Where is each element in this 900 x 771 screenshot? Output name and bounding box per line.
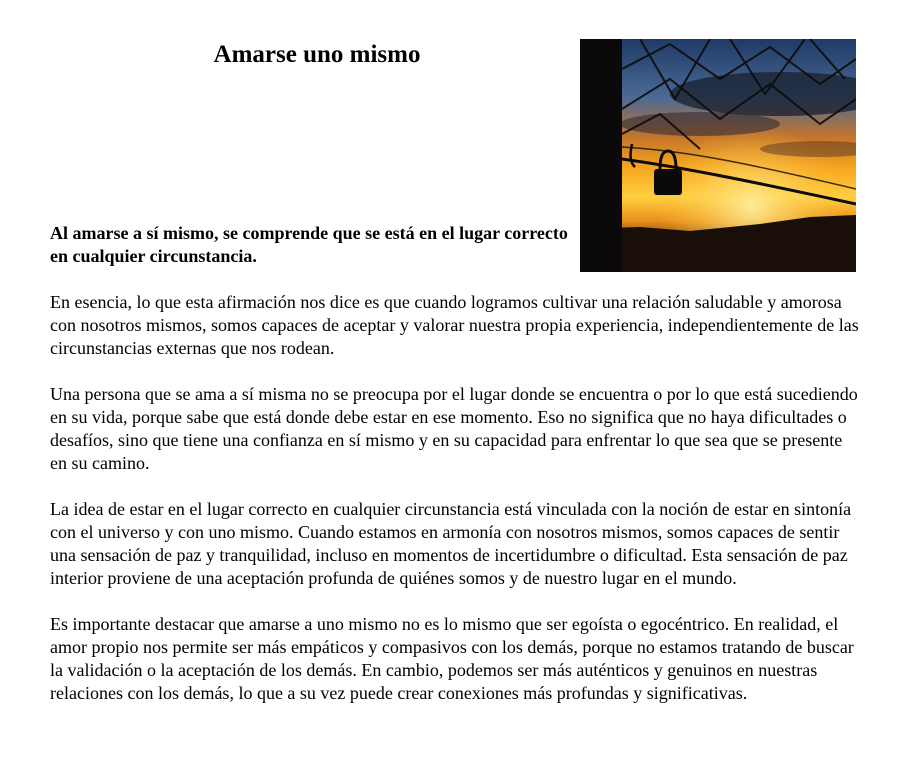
paragraph: En esencia, lo que esta afirmación nos dice es que cuando logramos cultivar una relación saludable y amorosa con nosotros mismos, somos capaces de aceptar y valorar nuestra propia experiencia, independientemente de las circunstancias externas que nos rodean. (50, 292, 859, 358)
paragraph: Es importante destacar que amarse a uno mismo no es lo mismo que ser egoísta o egocéntrico. En realidad, el amor propio nos permite ser más empáticos y compasivos con los demás, porque no estamos tratando de buscar la validación o la aceptación de los demás. En cambio, podemos ser más auténticos y genuinos en nuestras relaciones con los demás, lo que a su vez puede crear conexiones más profundas y significativas. (50, 614, 854, 703)
article-body (50, 291, 862, 728)
photo-illustration (580, 39, 856, 272)
sunset-padlock-photo (580, 39, 856, 272)
paragraph: La idea de estar en el lugar correcto en cualquier circunstancia está vinculada con la noción de estar en sintonía con el universo y con uno mismo. Cuando estamos en armonía con nosotros mismos, somos capaces de sentir una sensación de paz y tranquilidad, incluso en momentos de incertidumbre o dificultad. Esta sensación de paz interior proviene de una aceptación profunda de quiénes somos y de nuestro lugar en el mundo. (50, 499, 852, 588)
page-title: Amarse uno mismo (213, 41, 421, 68)
paragraph: Una persona que se ama a sí misma no se preocupa por el lugar donde se encuentra o por lo que está sucediendo en su vida, porque sabe que está donde debe estar en ese momento. Eso no significa que no haya dificultades o desafíos, sino que tiene una confianza en sí mismo y en su capacidad para enfrentar lo que sea que se presente en su camino. (50, 384, 858, 473)
lead-statement: Al amarse a sí mismo, se comprende que se está en el lugar correcto en cualquier circunstancia. (50, 223, 568, 266)
